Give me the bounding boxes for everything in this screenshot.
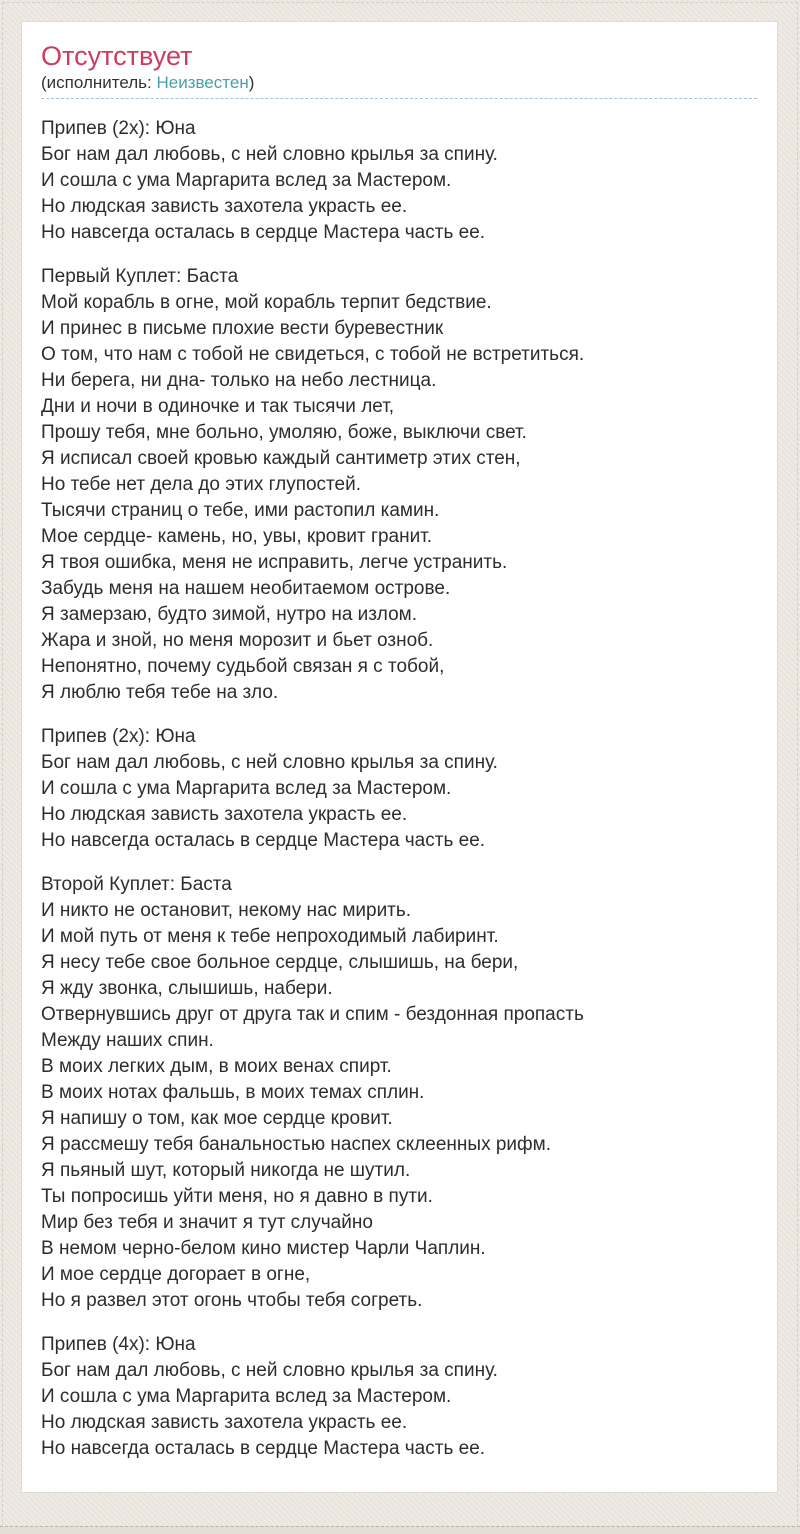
lyrics-line: Я жду звонка, слышишь, набери.: [41, 978, 333, 999]
lyrics-line: Отвернувшись друг от друга так и спим - бездонная пропасть: [41, 1004, 584, 1025]
lyrics-line: Я напишу о том, как мое сердце кровит.: [41, 1108, 393, 1129]
artist-label-prefix: (исполнитель:: [41, 73, 157, 92]
lyrics-line: Припев (2x): Юна: [41, 118, 196, 139]
lyrics-line: Но навсегда осталась в сердце Мастера часть ее.: [41, 222, 486, 243]
lyrics-line: Прошу тебя, мне больно, умоляю, боже, выключи свет.: [41, 422, 527, 443]
lyrics-line: Припев (4x): Юна: [41, 1334, 196, 1355]
stanza: [41, 724, 757, 854]
lyrics-line: Бог нам дал любовь, с ней словно крылья за спину.: [41, 1360, 498, 1381]
lyrics-line: И никто не остановит, некому нас мирить.: [41, 900, 412, 921]
lyrics-line: Мой корабль в огне, мой корабль терпит бедствие.: [41, 292, 492, 313]
lyrics-line: Но навсегда осталась в сердце Мастера часть ее.: [41, 830, 486, 851]
lyrics-line: Я замерзаю, будто зимой, нутро на излом.: [41, 604, 417, 625]
lyrics-line: Я люблю тебя тебе на зло.: [41, 682, 279, 703]
lyrics-line: Мир без тебя и значит я тут случайно: [41, 1212, 373, 1233]
lyrics-line: Я исписал своей кровью каждый сантиметр этих стен,: [41, 448, 521, 469]
lyrics-line: Но тебе нет дела до этих глупостей.: [41, 474, 361, 495]
lyrics-line: Первый Куплет: Баста: [41, 266, 239, 287]
footer-band: [0, 1526, 800, 1534]
lyrics-line: И мое сердце догорает в огне,: [41, 1264, 311, 1285]
lyrics-line: И сошла с ума Маргарита вслед за Мастером.: [41, 1386, 452, 1407]
lyrics-line: Я твоя ошибка, меня не исправить, легче устранить.: [41, 552, 508, 573]
lyrics-line: Жара и зной, но меня морозит и бьет озноб.: [41, 630, 434, 651]
lyrics-line: И сошла с ума Маргарита вслед за Мастером.: [41, 170, 452, 191]
lyrics-line: Припев (2x): Юна: [41, 726, 196, 747]
song-title: Отсутствует: [41, 41, 193, 71]
lyrics-line: Но людская зависть захотела украсть ее.: [41, 1412, 408, 1433]
lyrics-line: Бог нам дал любовь, с ней словно крылья за спину.: [41, 144, 498, 165]
lyrics-line: Тысячи страниц о тебе, ими растопил камин.: [41, 500, 440, 521]
artist-link[interactable]: Неизвестен: [156, 73, 249, 92]
lyrics-line: О том, что нам с тобой не свидеться, с тобой не встретиться.: [41, 344, 585, 365]
lyrics-line: Но я развел этот огонь чтобы тебя согреть.: [41, 1290, 423, 1311]
lyrics-line: И принес в письме плохие вести буревестник: [41, 318, 444, 339]
lyrics-line: Непонятно, почему судьбой связан я с тобой,: [41, 656, 445, 677]
lyrics-line: В немом черно-белом кино мистер Чарли Чаплин.: [41, 1238, 486, 1259]
lyrics-line: Мое сердце- камень, но, увы, кровит гранит.: [41, 526, 433, 547]
lyrics-line: Дни и ночи в одиночке и так тысячи лет,: [41, 396, 395, 417]
lyrics-line: Ни берега, ни дна- только на небо лестница.: [41, 370, 437, 391]
lyrics-line: Я рассмешу тебя банальностью наспех склеенных рифм.: [41, 1134, 552, 1155]
lyrics-line: Второй Куплет: Баста: [41, 874, 232, 895]
lyrics-line: Между наших спин.: [41, 1030, 214, 1051]
lyrics-text: [41, 116, 757, 1462]
artist-line: [41, 72, 757, 99]
lyrics-line: Но людская зависть захотела украсть ее.: [41, 804, 408, 825]
lyrics-line: Я пьяный шут, который никогда не шутил.: [41, 1160, 411, 1181]
stanza: [41, 116, 757, 246]
lyrics-line: И мой путь от меня к тебе непроходимый лабиринт.: [41, 926, 499, 947]
lyrics-line: Забудь меня на нашем необитаемом острове.: [41, 578, 451, 599]
lyrics-line: В моих нотах фальшь, в моих темах сплин.: [41, 1082, 425, 1103]
lyrics-line: Но навсегда осталась в сердце Мастера часть ее.: [41, 1438, 486, 1459]
stanza: [41, 1332, 757, 1462]
lyrics-line: В моих легких дым, в моих венах спирт.: [41, 1056, 392, 1077]
lyrics-line: Я несу тебе свое больное сердце, слышишь, на бери,: [41, 952, 519, 973]
lyrics-line: Ты попросишь уйти меня, но я давно в пути.: [41, 1186, 433, 1207]
lyrics-line: Бог нам дал любовь, с ней словно крылья за спину.: [41, 752, 498, 773]
stanza: [41, 264, 757, 706]
lyrics-card: [21, 21, 778, 1493]
artist-label-suffix: ): [248, 73, 255, 92]
stanza: [41, 872, 757, 1314]
lyrics-line: И сошла с ума Маргарита вслед за Мастером.: [41, 778, 452, 799]
lyrics-line: Но людская зависть захотела украсть ее.: [41, 196, 408, 217]
